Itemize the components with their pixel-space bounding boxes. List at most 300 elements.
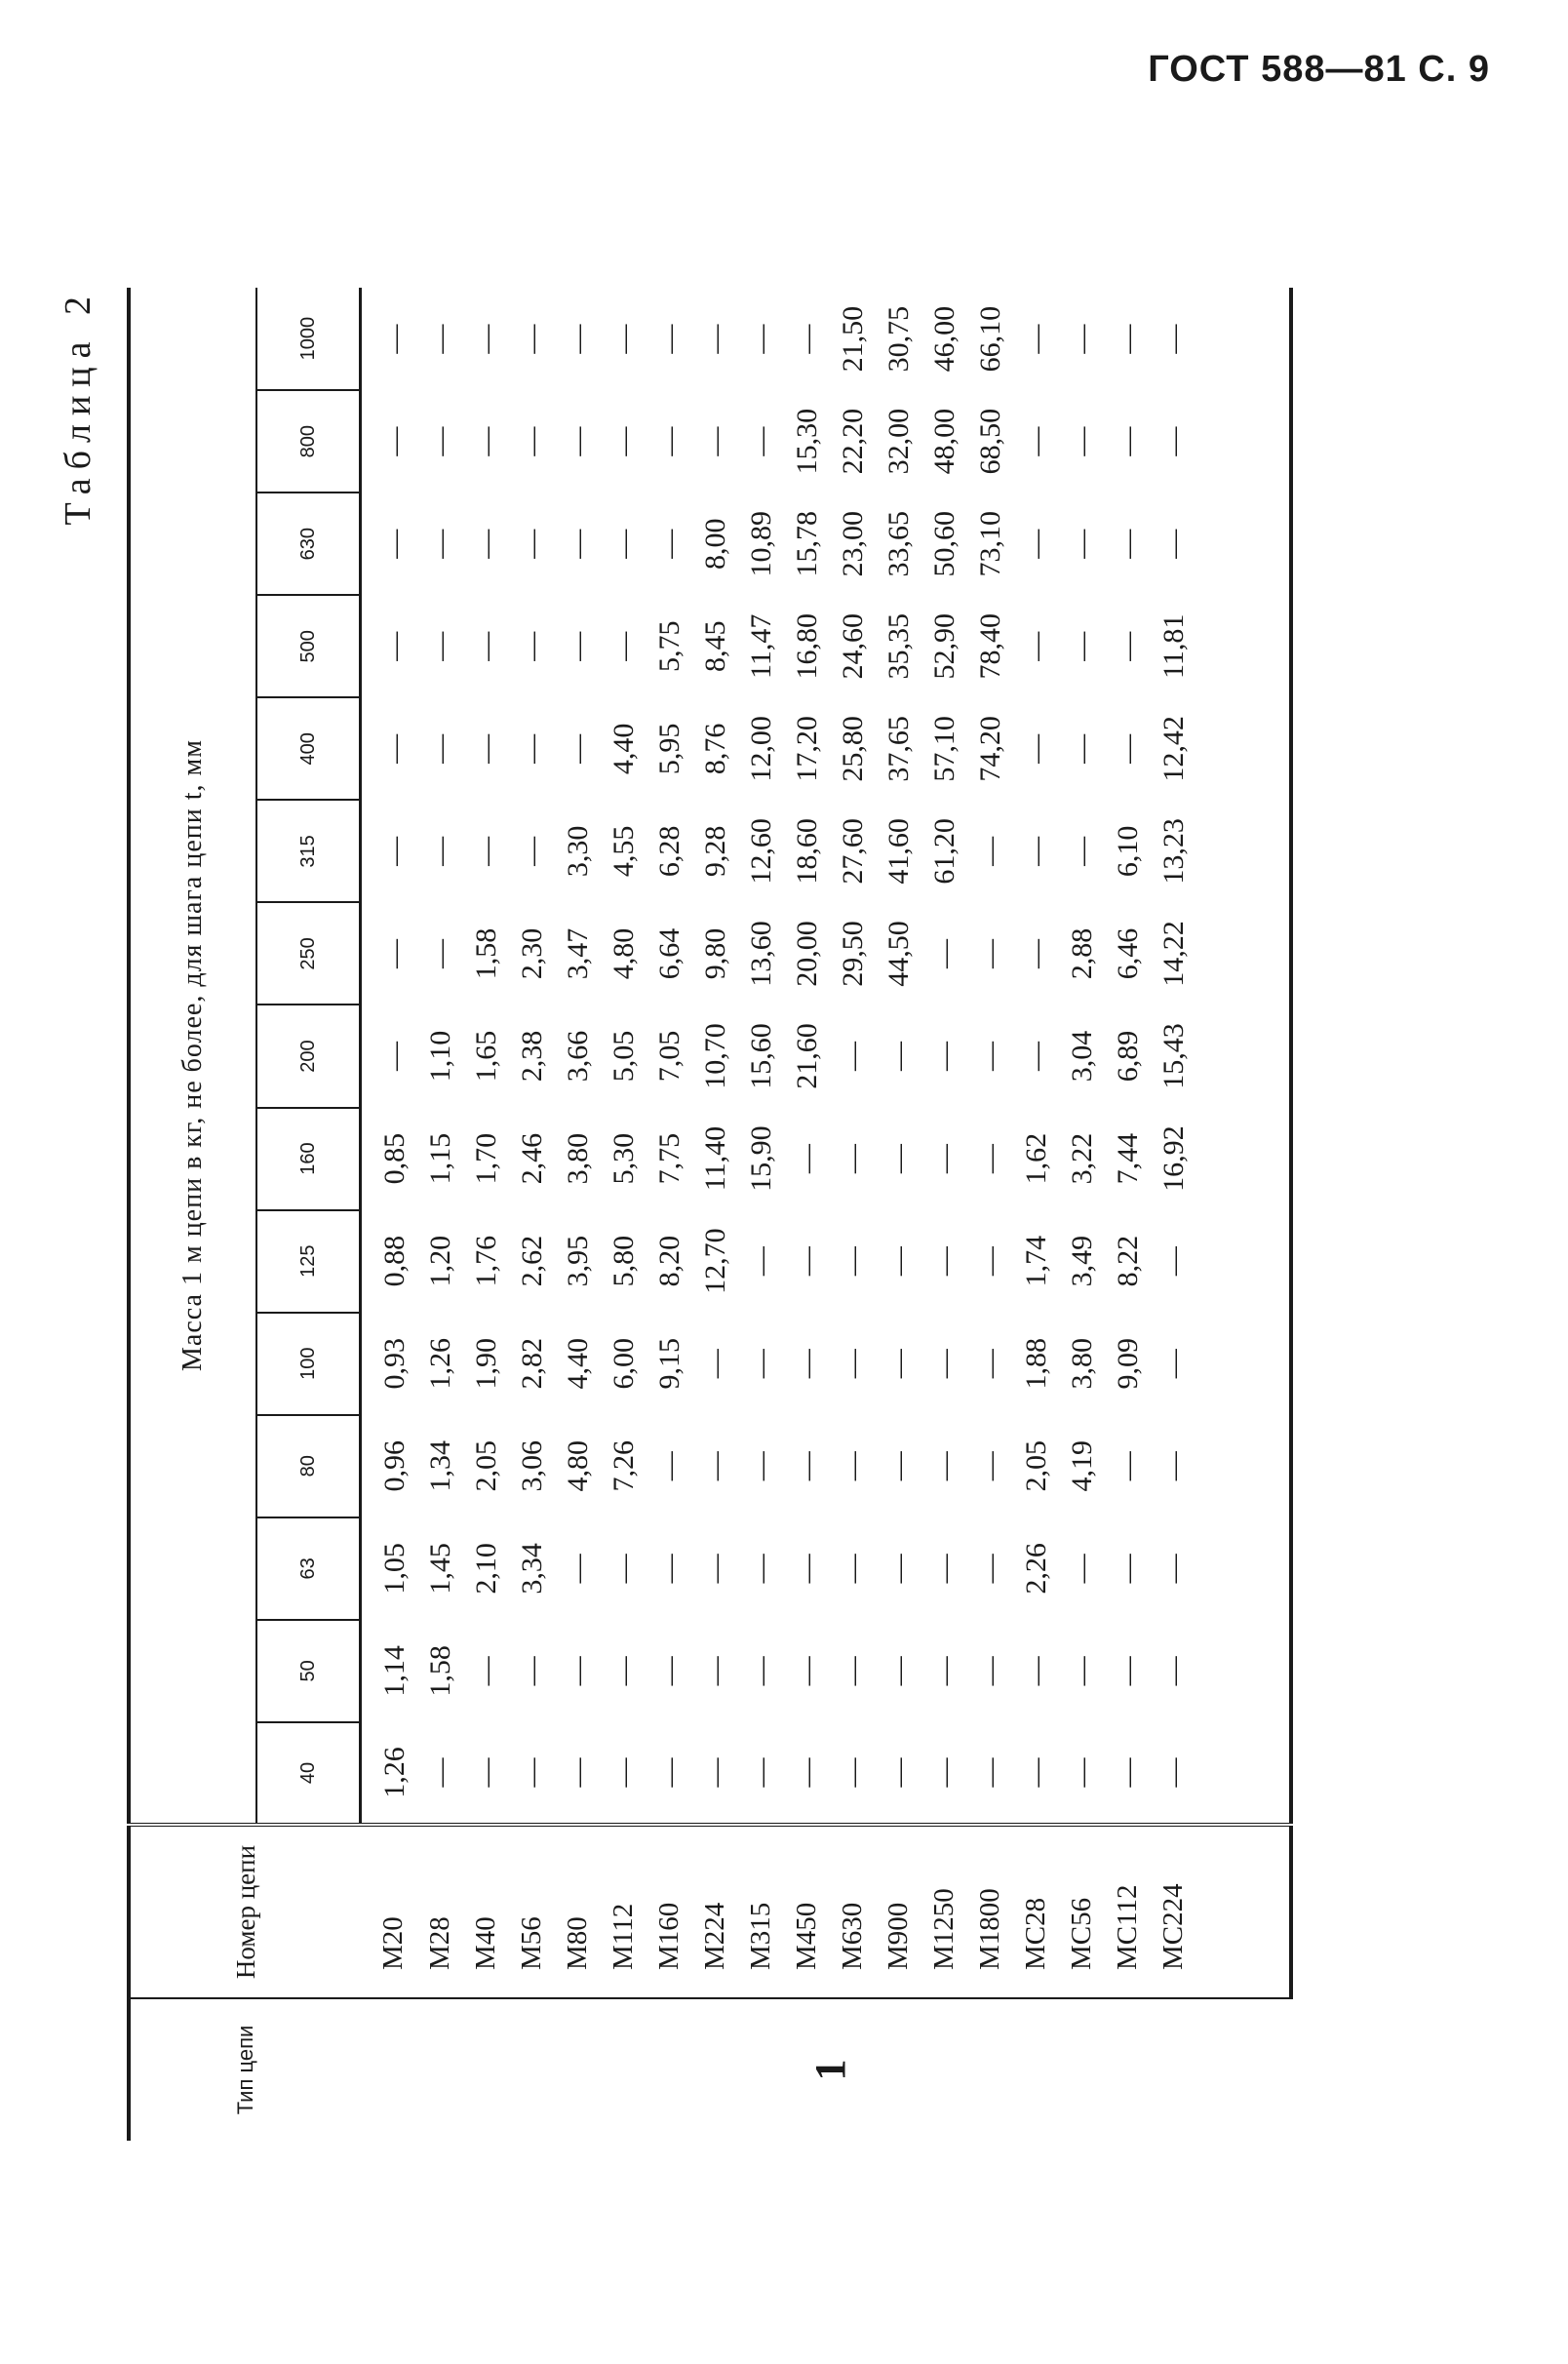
mass-value-cell: 6,64 [652,927,686,980]
padding-value-cell [1196,1005,1291,1108]
pitch-header: 100 [256,1313,361,1415]
mass-value-cell: 13,23 [1156,818,1190,885]
table-row [784,288,830,2141]
chain-number-cell: М315 [738,1825,784,1998]
mass-value-cell: 3,80 [561,1132,594,1185]
mass-value-cell: — [1156,426,1190,456]
mass-value-cell: 3,80 [1065,1337,1098,1390]
mass-value-cell: 13,60 [744,921,777,987]
mass-value-cell: 7,44 [1111,1132,1144,1185]
mass-value-cell: — [1111,733,1144,764]
mass-value-cell: — [698,1554,731,1584]
padding-value-cell [1196,390,1291,492]
mass-value-cell: — [882,1757,915,1788]
mass-value-cell: — [377,529,411,559]
mass-value-cell: 3,04 [1065,1030,1098,1083]
mass-value-cell: — [515,631,548,661]
table-row [738,288,784,2141]
pitch-header: 160 [256,1108,361,1210]
table-row [417,288,463,2141]
mass-value-cell: 3,95 [561,1235,594,1287]
chain-number-cell: М20 [361,1825,418,1998]
mass-value-cell: 3,30 [561,825,594,878]
mass-value-cell: — [469,529,502,559]
mass-value-cell: — [1111,1451,1144,1481]
mass-value-cell: — [973,1757,1006,1788]
mass-value-cell: — [1065,631,1098,661]
mass-value-cell: 4,40 [561,1337,594,1390]
pitch-header: 315 [256,800,361,902]
mass-value-cell: — [1019,426,1052,456]
mass-value-cell: 8,00 [698,518,731,570]
mass-value-cell: 16,92 [1156,1125,1190,1192]
mass-value-cell: — [515,1757,548,1788]
mass-value-cell: 1,10 [423,1030,456,1083]
mass-value-cell: — [607,324,640,354]
mass-value-cell: — [1111,426,1144,456]
mass-value-cell: — [423,836,456,866]
mass-value-cell: — [927,1757,960,1788]
mass-value-cell: — [973,1656,1006,1686]
chain-number-cell: М224 [692,1825,738,1998]
mass-value-cell: — [1156,1349,1190,1379]
mass-value-cell: — [423,1757,456,1788]
mass-value-cell: — [1019,324,1052,354]
mass-value-cell: 16,80 [790,613,823,680]
pitch-header: 400 [256,697,361,800]
mass-value-cell: 29,50 [836,921,869,987]
chain-number-cell: М630 [830,1825,876,1998]
mass-value-cell: — [652,529,686,559]
mass-value-cell: 9,15 [652,1337,686,1390]
mass-value-cell: — [607,1554,640,1584]
mass-value-cell: — [744,1451,777,1481]
mass-value-cell: 2,10 [469,1543,502,1595]
mass-value-cell: 2,05 [469,1440,502,1492]
mass-value-cell: 1,14 [377,1645,411,1697]
padding-value-cell [1196,1722,1291,1825]
mass-value-cell: 61,20 [927,818,960,885]
mass-value-cell: 15,43 [1156,1023,1190,1089]
mass-value-cell: — [1065,733,1098,764]
mass-value-cell: — [973,938,1006,968]
mass-value-cell: — [423,324,456,354]
mass-value-cell: 8,76 [698,723,731,775]
mass-value-cell: 68,50 [973,408,1006,475]
mass-value-cell: — [973,1451,1006,1481]
chain-number-cell: М112 [601,1825,647,1998]
mass-value-cell: 3,22 [1065,1132,1098,1185]
mass-value-cell: 1,65 [469,1030,502,1083]
mass-value-cell: 35,35 [882,613,915,680]
mass-value-cell: — [1156,1656,1190,1686]
mass-value-cell: 1,58 [423,1645,456,1697]
mass-value-cell: — [836,1349,869,1379]
mass-value-cell: — [469,631,502,661]
mass-value-cell: 23,00 [836,510,869,577]
pitch-header: 40 [256,1722,361,1825]
mass-value-cell: 6,46 [1111,927,1144,980]
table-row [601,288,647,2141]
mass-value-cell: — [1019,631,1052,661]
mass-value-cell: 3,06 [515,1440,548,1492]
pitch-header: 50 [256,1620,361,1722]
table-row [1151,288,1196,2141]
mass-value-cell: — [652,426,686,456]
mass-value-cell: 2,30 [515,927,548,980]
chain-number-cell: М28 [417,1825,463,1998]
mass-value-cell: — [790,324,823,354]
mass-value-cell: 30,75 [882,305,915,373]
mass-value-cell: — [790,1349,823,1379]
mass-value-cell: 2,46 [515,1132,548,1185]
table-row [921,288,967,2141]
chain-number-cell: М450 [784,1825,830,1998]
mass-value-cell: 1,90 [469,1337,502,1390]
mass-value-cell: 11,40 [698,1125,731,1192]
mass-value-cell: 15,90 [744,1125,777,1192]
chain-number-cell: М40 [463,1825,509,1998]
mass-value-cell: — [423,938,456,968]
mass-value-cell: 6,28 [652,825,686,878]
mass-value-cell: 9,09 [1111,1337,1144,1390]
pitch-header: 125 [256,1210,361,1313]
mass-value-cell: — [469,426,502,456]
mass-value-cell: 1,62 [1019,1132,1052,1185]
mass-value-cell: 8,20 [652,1235,686,1287]
mass-value-cell: 4,80 [561,1440,594,1492]
mass-value-cell: — [1019,1757,1052,1788]
padding-value-cell [1196,902,1291,1005]
table-row [361,288,418,2141]
mass-value-cell: — [469,836,502,866]
mass-value-cell: 32,00 [882,408,915,475]
chain-number-cell: М1250 [921,1825,967,1998]
mass-value-cell: — [1065,426,1098,456]
table-row [647,288,692,2141]
mass-value-cell: 5,30 [607,1132,640,1185]
mass-value-cell: — [469,1757,502,1788]
mass-value-cell: — [377,733,411,764]
mass-value-cell: 8,45 [698,620,731,673]
padding-value-cell [1196,1210,1291,1313]
padding-value-cell [1196,1108,1291,1210]
mass-value-cell: 11,81 [1156,613,1190,679]
mass-value-cell: — [973,836,1006,866]
pitch-header: 630 [256,492,361,595]
mass-value-cell: 1,05 [377,1543,411,1595]
chain-number-cell: МС56 [1059,1825,1105,1998]
mass-value-cell: — [698,1349,731,1379]
mass-value-cell: — [1156,529,1190,559]
padding-value-cell [1196,697,1291,800]
page-header: ГОСТ 588—81 С. 9 [1148,49,1490,90]
mass-value-cell: — [836,1451,869,1481]
mass-value-cell: — [744,1349,777,1379]
mass-value-cell: — [652,1656,686,1686]
mass-value-cell: 10,89 [744,510,777,577]
mass-value-cell: 33,65 [882,510,915,577]
mass-value-cell: — [836,1042,869,1072]
mass-value-cell: — [423,631,456,661]
mass-value-cell: 0,96 [377,1440,411,1492]
mass-value-cell: — [561,324,594,354]
mass-value-cell: — [1156,324,1190,354]
chain-number-cell: М900 [876,1825,921,1998]
mass-value-cell: — [882,1246,915,1277]
table-head [129,288,361,2141]
mass-value-cell: — [1019,938,1052,968]
table-row [1105,288,1151,2141]
padding-value-cell [1196,800,1291,902]
mass-value-cell: — [973,1246,1006,1277]
mass-value-cell: 66,10 [973,305,1006,373]
chain-number-cell: МС224 [1151,1825,1196,1998]
mass-value-cell: — [515,1656,548,1686]
mass-value-cell: 21,50 [836,305,869,373]
mass-value-cell: 1,74 [1019,1235,1052,1287]
mass-value-cell: — [927,1349,960,1379]
mass-value-cell: 10,70 [698,1023,731,1089]
mass-value-cell: 7,75 [652,1132,686,1185]
mass-value-cell: — [561,631,594,661]
mass-value-cell: — [515,733,548,764]
mass-value-cell: — [1065,1656,1098,1686]
mass-value-cell: 20,00 [790,921,823,987]
mass-value-cell: — [1019,1656,1052,1686]
mass-value-cell: 3,66 [561,1030,594,1083]
table-row [830,288,876,2141]
mass-value-cell: 1,26 [423,1337,456,1390]
mass-value-cell: — [1019,529,1052,559]
mass-value-cell: — [973,1554,1006,1584]
mass-value-cell: 9,28 [698,825,731,878]
mass-value-cell: 12,60 [744,818,777,885]
mass-value-cell: — [377,938,411,968]
mass-value-cell: — [927,1656,960,1686]
mass-value-cell: — [652,1451,686,1481]
table-row [509,288,555,2141]
mass-value-cell: 2,62 [515,1235,548,1287]
mass-value-cell: — [882,1451,915,1481]
pitch-header: 63 [256,1517,361,1620]
mass-value-cell: — [973,1144,1006,1174]
mass-value-cell: 57,10 [927,716,960,782]
mass-value-cell: 1,76 [469,1235,502,1287]
mass-value-cell: 7,26 [607,1440,640,1492]
mass-value-cell: — [744,1757,777,1788]
mass-value-cell: 52,90 [927,613,960,680]
table-row [463,288,509,2141]
mass-value-cell: 1,26 [377,1747,411,1798]
mass-value-cell: 15,60 [744,1023,777,1089]
mass-value-cell: 1,58 [469,927,502,980]
mass-value-cell: — [927,1451,960,1481]
mass-value-cell: 21,60 [790,1023,823,1089]
pitch-header: 200 [256,1005,361,1108]
mass-value-cell: — [561,733,594,764]
mass-value-cell: — [469,733,502,764]
mass-value-cell: — [1156,1246,1190,1277]
pitch-header: 1000 [256,288,361,390]
mass-value-cell: — [515,529,548,559]
padding-value-cell [1196,492,1291,595]
mass-value-cell: 9,80 [698,927,731,980]
mass-value-cell: — [836,1554,869,1584]
mass-value-cell: — [515,426,548,456]
mass-value-cell: — [927,938,960,968]
pitch-header: 800 [256,390,361,492]
mass-value-cell: 37,65 [882,716,915,782]
mass-value-cell: 12,70 [698,1228,731,1294]
mass-value-cell: — [469,324,502,354]
mass-value-cell: — [698,1451,731,1481]
padding-value-cell [1196,1313,1291,1415]
mass-value-cell: — [377,1042,411,1072]
mass-value-cell: 4,40 [607,723,640,775]
table-row [1013,288,1059,2141]
mass-value-cell: — [652,324,686,354]
mass-value-cell: 5,75 [652,620,686,673]
mass-value-cell: — [927,1554,960,1584]
mass-value-cell: 6,89 [1111,1030,1144,1083]
mass-value-cell: 0,85 [377,1132,411,1185]
mass-value-cell: 5,05 [607,1030,640,1083]
mass-value-cell: 3,49 [1065,1235,1098,1287]
mass-value-cell: 2,82 [515,1337,548,1390]
padding-value-cell [1196,1415,1291,1517]
mass-value-cell: 2,26 [1019,1543,1052,1595]
mass-value-cell: — [790,1246,823,1277]
mass-value-cell: — [1065,1554,1098,1584]
mass-value-cell: — [607,1656,640,1686]
mass-value-cell: — [1156,1554,1190,1584]
mass-value-cell: — [1065,529,1098,559]
padding-value-cell [1196,1620,1291,1722]
mass-value-cell: — [698,1656,731,1686]
mass-value-cell: — [744,1554,777,1584]
mass-value-cell: — [836,1246,869,1277]
padding-value-cell [1196,1517,1291,1620]
mass-value-cell: 1,34 [423,1440,456,1492]
mass-value-cell: — [927,1042,960,1072]
mass-value-cell: — [607,631,640,661]
mass-value-cell: — [882,1554,915,1584]
mass-value-cell: — [744,1656,777,1686]
mass-value-cell: — [927,1246,960,1277]
mass-value-cell: 6,10 [1111,825,1144,878]
mass-value-cell: 1,70 [469,1132,502,1185]
mass-value-cell: — [1156,1757,1190,1788]
mass-value-cell: 2,38 [515,1030,548,1083]
mass-value-cell: 5,80 [607,1235,640,1287]
mass-value-cell: 78,40 [973,613,1006,680]
mass-value-cell: — [1019,733,1052,764]
chain-type-cell: 1 [361,1998,1292,2141]
mass-value-cell: 74,20 [973,716,1006,782]
mass-value-cell: 12,42 [1156,716,1190,782]
mass-value-cell: — [1111,631,1144,661]
mass-value-cell: 46,00 [927,305,960,373]
mass-value-cell: 1,88 [1019,1337,1052,1390]
mass-value-cell: 48,00 [927,408,960,475]
table-padding-row [1196,288,1291,2141]
padding-value-cell [1196,288,1291,390]
mass-value-cell: — [927,1144,960,1174]
mass-value-cell: — [561,1656,594,1686]
table-row [1059,288,1105,2141]
mass-value-cell: — [377,836,411,866]
type-column-header: Тип цепи [129,1998,361,2141]
mass-value-cell: — [744,324,777,354]
mass-value-cell: — [744,426,777,456]
mass-value-cell: 1,20 [423,1235,456,1287]
mass-value-cell: 14,22 [1156,921,1190,987]
table-row [692,288,738,2141]
mass-value-cell: 5,95 [652,723,686,775]
mass-value-cell: — [1019,1042,1052,1072]
mass-value-cell: — [607,529,640,559]
mass-value-cell: 4,55 [607,825,640,878]
rotated-table-wrapper [58,288,1238,2141]
mass-value-cell: — [882,1656,915,1686]
mass-value-cell: 44,50 [882,921,915,987]
mass-value-cell: — [836,1144,869,1174]
mass-value-cell: — [423,426,456,456]
mass-value-cell: — [607,426,640,456]
mass-value-cell: 8,22 [1111,1235,1144,1287]
mass-value-cell: — [790,1144,823,1174]
mass-value-cell: 3,34 [515,1543,548,1595]
mass-value-cell: 25,80 [836,716,869,782]
mass-value-cell: 15,30 [790,408,823,475]
mass-value-cell: — [790,1656,823,1686]
mass-value-cell: 4,80 [607,927,640,980]
mass-value-cell: — [561,1554,594,1584]
mass-value-cell: — [1065,836,1098,866]
mass-value-cell: — [790,1451,823,1481]
mass-value-cell: — [515,836,548,866]
mass-value-cell: 3,47 [561,927,594,980]
mass-value-cell: — [377,324,411,354]
mass-value-cell: — [836,1757,869,1788]
mass-value-cell: — [469,1656,502,1686]
mass-value-cell: 18,60 [790,818,823,885]
mass-value-cell: — [744,1246,777,1277]
mass-value-cell: — [973,1349,1006,1379]
pitch-header: 250 [256,902,361,1005]
mass-value-cell: — [1065,324,1098,354]
mass-value-cell: — [1065,1757,1098,1788]
mass-value-cell: — [882,1042,915,1072]
table-row [555,288,601,2141]
mass-value-cell: — [423,733,456,764]
mass-value-cell: — [882,1144,915,1174]
chain-number-cell: М80 [555,1825,601,1998]
mass-value-cell: 2,05 [1019,1440,1052,1492]
mass-value-cell: — [790,1554,823,1584]
table-label: Таблица 2 [58,288,98,526]
mass-value-cell: 41,60 [882,818,915,885]
padding-value-cell [1196,595,1291,697]
chain-number-cell: МС28 [1013,1825,1059,1998]
mass-value-cell: — [1156,1451,1190,1481]
mass-value-cell: — [1111,1554,1144,1584]
mass-value-cell: — [607,1757,640,1788]
mass-value-cell: 50,60 [927,510,960,577]
mass-value-cell: — [377,426,411,456]
chain-number-cell: МС112 [1105,1825,1151,1998]
